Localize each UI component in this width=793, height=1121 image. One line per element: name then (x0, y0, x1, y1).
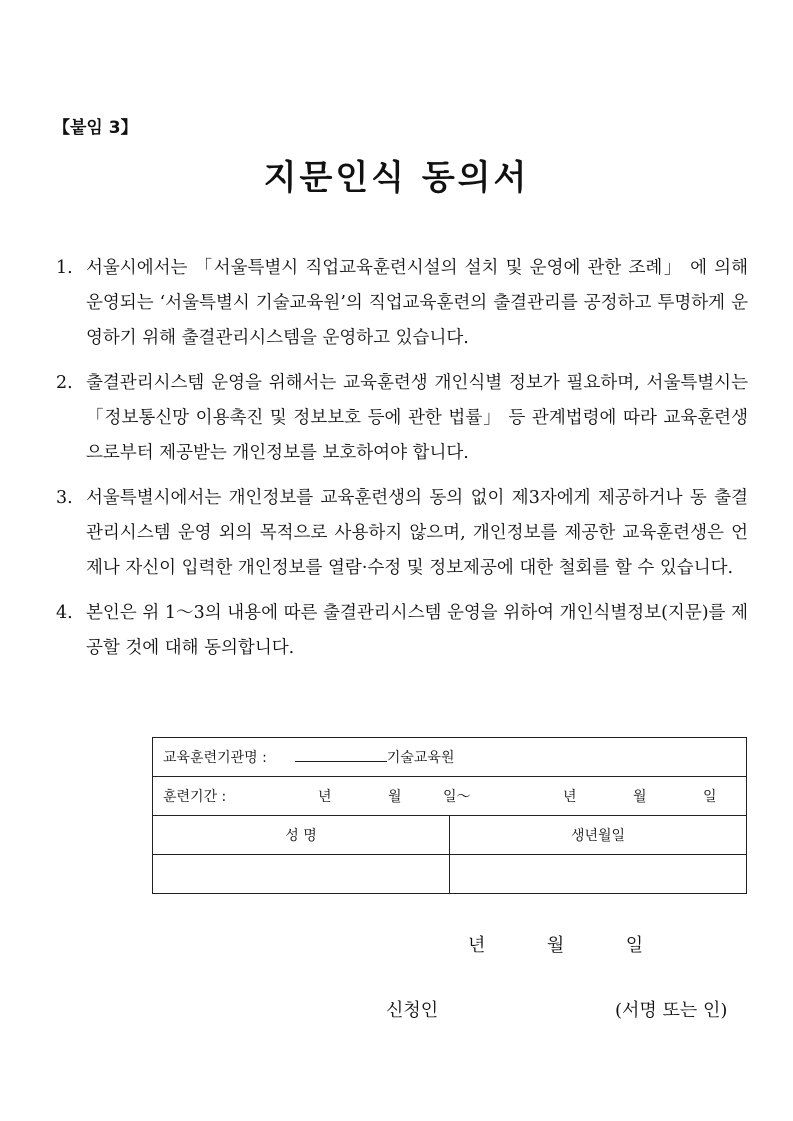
page-title: 지문인식 동의서 (263, 158, 530, 198)
item-text: 본인은 위 1～3의 내용에 따른 출결관리시스템 운영을 위하여 개인식별정보(지문)를 제공할 것에 대해 동의합니다. (86, 603, 748, 658)
item-number: 4. (56, 603, 73, 623)
date-day[interactable]: 일 (625, 935, 644, 956)
list-item (56, 251, 748, 356)
date-month[interactable]: 월 (546, 935, 565, 956)
date-year[interactable]: 년 (468, 935, 486, 956)
signature-note[interactable]: (서명 또는 인) (615, 1000, 728, 1021)
institution-name-field[interactable] (295, 747, 387, 762)
period-end-day[interactable]: 일 (703, 789, 717, 805)
name-field[interactable] (153, 855, 450, 894)
list-item (56, 481, 748, 586)
item-number: 1. (56, 258, 73, 278)
list-item (56, 366, 748, 471)
consent-items (56, 251, 748, 676)
applicant-info-table (152, 737, 747, 894)
item-text: 서울특별시에서는 개인정보를 교육훈련생의 동의 없이 제3자에게 제공하거나 동 출결관리시스템 운영 외의 목적으로 사용하지 않으며, 개인정보를 제공한 교육훈련생은 언제나 자신이 입력한 개인정보를 열람·수정 및 정보제공에 대한 철회를 할 수 있습니다. (86, 488, 748, 578)
attachment-label: 【붙임 3】 (53, 118, 138, 138)
item-number: 3. (56, 488, 73, 508)
name-header: 성 명 (153, 816, 450, 855)
period-end-month[interactable]: 월 (633, 789, 647, 805)
institution-row (153, 738, 747, 777)
item-number: 2. (56, 373, 73, 393)
institution-suffix: 기술교육원 (386, 750, 455, 766)
birth-field[interactable] (450, 855, 747, 894)
birth-header: 생년월일 (450, 816, 747, 855)
institution-label: 교육훈련기관명 : (163, 750, 267, 766)
period-start-day[interactable]: 일～ (443, 789, 471, 805)
period-label: 훈련기간 : (163, 789, 227, 805)
period-start-year[interactable]: 년 (318, 789, 332, 805)
period-row (153, 777, 747, 816)
sign-date (468, 931, 643, 957)
period-start-month[interactable]: 월 (388, 789, 402, 805)
period-end-year[interactable]: 년 (563, 789, 577, 805)
applicant-label: 신청인 (386, 1000, 439, 1021)
list-item (56, 596, 748, 666)
item-text: 출결관리시스템 운영을 위해서는 교육훈련생 개인식별 정보가 필요하며, 서울특별시는 「정보통신망 이용촉진 및 정보보호 등에 관한 법률」 등 관계법령에 따라 교육훈련생으로부터 제공받는 개인정보를 보호하여야 합니다. (86, 373, 748, 463)
item-text: 서울시에서는 「서울특별시 직업교육훈련시설의 설치 및 운영에 관한 조례」 에 의해 운영되는 ‘서울특별시 기술교육원’의 직업교육훈련의 출결관리를 공정하고 투명하게 운영하기 위해 출결관리시스템을 운영하고 있습니다. (86, 258, 748, 348)
